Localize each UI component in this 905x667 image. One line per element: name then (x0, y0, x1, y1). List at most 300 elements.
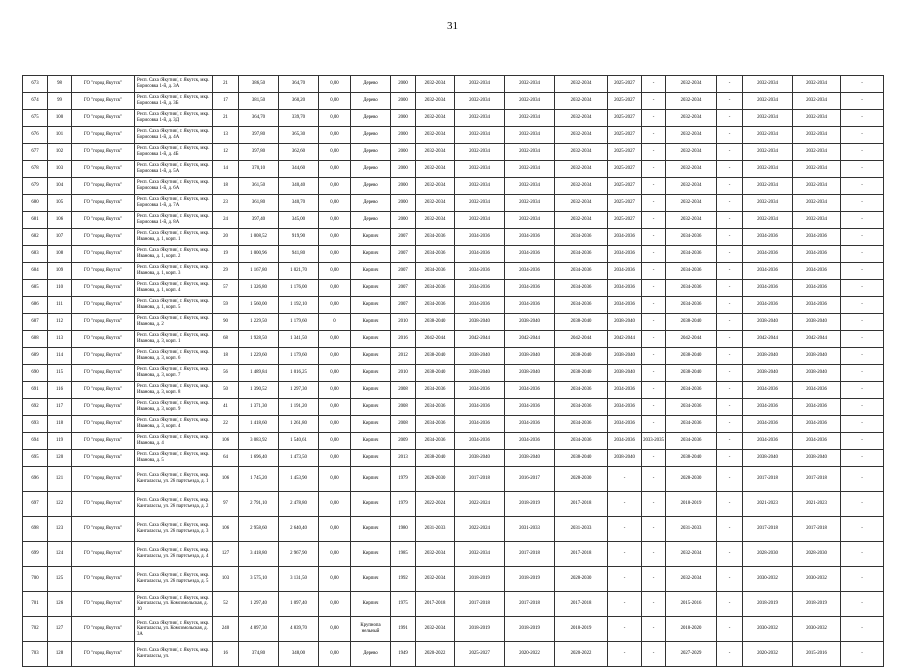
cell-apartments: 18 (213, 178, 239, 195)
cell-year-gas: 2034-2036 (608, 399, 642, 416)
cell-year-roof: 2028-2030 (666, 467, 717, 492)
cell-apartments: 97 (213, 492, 239, 517)
cell-apartments: 106 (213, 467, 239, 492)
cell-year-foundation: - (841, 76, 884, 93)
table-row (23, 542, 884, 567)
cell-nonresidential-area: 0,00 (319, 617, 351, 642)
cell-wall-material: Кирпич (351, 517, 391, 542)
cell-build-year: 2007 (391, 297, 416, 314)
cell-year-roof: 2034-2036 (666, 416, 717, 433)
cell-year-roof: 2034-2036 (666, 229, 717, 246)
cell-year-gas: 2025-2027 (608, 76, 642, 93)
table-row (23, 212, 884, 229)
cell-row-number: 677 (23, 144, 48, 161)
cell-total-area: 3 575,10 (239, 567, 279, 592)
cell-year-hot-water: 2034-2036 (505, 297, 555, 314)
cell-year-electric: 2038-2040 (416, 365, 455, 382)
cell-year-electric: 2038-2040 (416, 314, 455, 331)
cell-year-hot-water: 2017-2018 (505, 542, 555, 567)
cell-year-basement: 2030-2032 (743, 617, 793, 642)
cell-year-gas: 2034-2036 (608, 263, 642, 280)
cell-municipality: ГО "город Якутск" (72, 331, 135, 348)
table-row (23, 229, 884, 246)
cell-year-facade: 2034-2036 (793, 246, 841, 263)
cell-year-elevator: - (717, 592, 743, 617)
cell-year-gas: 2042-2044 (608, 331, 642, 348)
cell-year-cold-water: 2031-2033 (555, 517, 608, 542)
table-row (23, 567, 884, 592)
cell-living-area: 1 176,00 (279, 280, 319, 297)
cell-wall-material: Кирпич (351, 365, 391, 382)
cell-build-year: 2010 (391, 365, 416, 382)
cell-year-gas: 2025-2027 (608, 161, 642, 178)
cell-item-number: 118 (48, 416, 72, 433)
cell-year-facade: 2017-2018 (793, 517, 841, 542)
cell-year-basement: 2032-2034 (743, 144, 793, 161)
cell-year-roof: 2034-2036 (666, 399, 717, 416)
cell-year-gas: - (608, 467, 642, 492)
cell-year-heating: 2032-2034 (455, 161, 505, 178)
cell-year-hot-water: 2016-2017 (505, 467, 555, 492)
cell-apartments: 50 (213, 382, 239, 399)
cell-nonresidential-area: 0,00 (319, 348, 351, 365)
cell-year-foundation: - (841, 212, 884, 229)
cell-year-foundation: - (841, 567, 884, 592)
cell-year-electric: 2032-2034 (416, 161, 455, 178)
cell-municipality: ГО "город Якутск" (72, 212, 135, 229)
cell-year-heating: 2034-2036 (455, 263, 505, 280)
cell-year-sewerage: - (642, 382, 666, 399)
cell-year-foundation: - (841, 93, 884, 110)
cell-year-roof: 2038-2040 (666, 450, 717, 467)
cell-year-foundation: - (841, 617, 884, 642)
cell-build-year: 2008 (391, 399, 416, 416)
cell-total-area: 1 560,00 (239, 297, 279, 314)
cell-year-hot-water: 2034-2036 (505, 433, 555, 450)
cell-year-electric: 2032-2034 (416, 144, 455, 161)
cell-year-basement: 2034-2036 (743, 280, 793, 297)
cell-row-number: 679 (23, 178, 48, 195)
cell-year-cold-water: 2034-2036 (555, 399, 608, 416)
cell-apartments: 68 (213, 331, 239, 348)
cell-nonresidential-area: 0,00 (319, 93, 351, 110)
cell-year-heating: 2022-2024 (455, 517, 505, 542)
cell-municipality: ГО "город Якутск" (72, 263, 135, 280)
cell-year-cold-water: 2017-2018 (555, 542, 608, 567)
cell-total-area: 361,50 (239, 178, 279, 195)
cell-year-elevator: - (717, 229, 743, 246)
cell-municipality: ГО "город Якутск" (72, 567, 135, 592)
cell-item-number: 112 (48, 314, 72, 331)
cell-wall-material: Кирпич (351, 542, 391, 567)
cell-apartments: 57 (213, 280, 239, 297)
cell-address: Респ. Саха /Якутия/, г. Якутск, мкр. Иванова, д. 3, корп. 8 (135, 382, 213, 399)
cell-municipality: ГО "город Якутск" (72, 517, 135, 542)
cell-municipality: ГО "город Якутск" (72, 399, 135, 416)
cell-year-hot-water: 2017-2018 (505, 592, 555, 617)
cell-year-hot-water: 2018-2019 (505, 567, 555, 592)
cell-nonresidential-area: 0,00 (319, 365, 351, 382)
cell-item-number: 110 (48, 280, 72, 297)
cell-year-gas: 2034-2036 (608, 229, 642, 246)
table-row (23, 161, 884, 178)
cell-build-year: 2000 (391, 93, 416, 110)
cell-total-area: 2 958,60 (239, 517, 279, 542)
cell-municipality: ГО "город Якутск" (72, 542, 135, 567)
cell-row-number: 675 (23, 110, 48, 127)
cell-living-area: 1 473,50 (279, 450, 319, 467)
cell-apartments: 14 (213, 161, 239, 178)
cell-build-year: 2000 (391, 195, 416, 212)
cell-row-number: 673 (23, 76, 48, 93)
cell-living-area: 2 967,90 (279, 542, 319, 567)
cell-year-electric: 2034-2036 (416, 280, 455, 297)
cell-year-gas: 2025-2027 (608, 178, 642, 195)
cell-year-heating: 2042-2044 (455, 331, 505, 348)
cell-year-foundation: - (841, 433, 884, 450)
cell-row-number: 682 (23, 229, 48, 246)
cell-year-electric: 2034-2036 (416, 433, 455, 450)
cell-municipality: ГО "город Якутск" (72, 93, 135, 110)
table-row (23, 592, 884, 617)
cell-living-area: 919,90 (279, 229, 319, 246)
cell-year-elevator: - (717, 365, 743, 382)
cell-municipality: ГО "город Якутск" (72, 127, 135, 144)
table-row (23, 280, 884, 297)
cell-row-number: 686 (23, 297, 48, 314)
cell-year-hot-water: 2038-2040 (505, 450, 555, 467)
cell-year-heating: 2017-2018 (455, 592, 505, 617)
cell-year-roof: 2018-2019 (666, 492, 717, 517)
cell-year-hot-water: 2032-2034 (505, 76, 555, 93)
cell-item-number: 108 (48, 246, 72, 263)
cell-year-foundation: - (841, 542, 884, 567)
cell-municipality: ГО "город Якутск" (72, 314, 135, 331)
cell-apartments: 103 (213, 567, 239, 592)
cell-total-area: 1 745,20 (239, 467, 279, 492)
table-row (23, 348, 884, 365)
cell-year-foundation: - (841, 592, 884, 617)
cell-year-hot-water: 2034-2036 (505, 246, 555, 263)
cell-wall-material: Кирпич (351, 297, 391, 314)
cell-apartments: 18 (213, 348, 239, 365)
cell-total-area: 1 489,84 (239, 365, 279, 382)
cell-item-number: 107 (48, 229, 72, 246)
cell-year-heating: 2034-2036 (455, 433, 505, 450)
cell-address: Респ. Саха /Якутия/, г. Якутск, мкр. Кангаласcы, ул. (135, 642, 213, 667)
cell-year-gas: 2034-2036 (608, 433, 642, 450)
cell-build-year: 2000 (391, 76, 416, 93)
cell-row-number: 701 (23, 592, 48, 617)
cell-year-heating: 2018-2019 (455, 567, 505, 592)
cell-year-facade: 2032-2034 (793, 144, 841, 161)
cell-year-heating: 2018-2019 (455, 617, 505, 642)
cell-year-gas: 2038-2040 (608, 450, 642, 467)
cell-build-year: 2007 (391, 263, 416, 280)
cell-apartments: 21 (213, 76, 239, 93)
cell-year-basement: 2032-2034 (743, 93, 793, 110)
cell-item-number: 114 (48, 348, 72, 365)
cell-year-gas: 2025-2027 (608, 144, 642, 161)
cell-year-elevator: - (717, 280, 743, 297)
cell-total-area: 1 229,50 (239, 314, 279, 331)
cell-year-facade: 2028-2030 (793, 542, 841, 567)
cell-year-basement: 2034-2036 (743, 382, 793, 399)
cell-year-electric: 2017-2018 (416, 592, 455, 617)
cell-year-cold-water: 2032-2034 (555, 195, 608, 212)
cell-build-year: 2008 (391, 416, 416, 433)
cell-address: Респ. Саха /Якутия/, г. Якутск, мкр. Борисовка 1-й, д. 3Б (135, 93, 213, 110)
cell-living-area: 360,20 (279, 93, 319, 110)
cell-year-hot-water: 2032-2034 (505, 93, 555, 110)
cell-year-electric: 2034-2036 (416, 246, 455, 263)
cell-total-area: 1 390,52 (239, 382, 279, 399)
cell-year-foundation: - (841, 161, 884, 178)
table-row (23, 433, 884, 450)
table-row (23, 617, 884, 642)
cell-address: Респ. Саха /Якутия/, г. Якутск, мкр. Иванова, д. 5 (135, 450, 213, 467)
table-row (23, 195, 884, 212)
cell-year-basement: 2021-2023 (743, 492, 793, 517)
cell-year-basement: 2034-2036 (743, 229, 793, 246)
cell-year-elevator: - (717, 110, 743, 127)
cell-year-basement: 2017-2018 (743, 467, 793, 492)
cell-total-area: 4 897,30 (239, 617, 279, 642)
cell-year-electric: 2032-2034 (416, 212, 455, 229)
cell-nonresidential-area: 0,00 (319, 212, 351, 229)
cell-municipality: ГО "город Якутск" (72, 246, 135, 263)
table-row (23, 382, 884, 399)
cell-total-area: 381,50 (239, 93, 279, 110)
cell-address: Респ. Саха /Якутия/, г. Якутск, мкр. Иванова, д. 3, корп. 7 (135, 365, 213, 382)
cell-total-area: 2 791,10 (239, 492, 279, 517)
cell-living-area: 1 540,61 (279, 433, 319, 450)
cell-year-foundation: - (841, 399, 884, 416)
cell-nonresidential-area: 0,00 (319, 492, 351, 517)
cell-address: Респ. Саха /Якутия/, г. Якутск, мкр. Иванова, д. 3, корп. 6 (135, 348, 213, 365)
cell-year-facade: 2038-2040 (793, 348, 841, 365)
cell-year-hot-water: 2038-2040 (505, 365, 555, 382)
cell-year-roof: 2015-2016 (666, 592, 717, 617)
cell-wall-material: Кирпич (351, 246, 391, 263)
cell-year-facade: 2038-2040 (793, 450, 841, 467)
cell-wall-material: Кирпич (351, 331, 391, 348)
cell-year-elevator: - (717, 517, 743, 542)
cell-year-roof: 2027-2029 (666, 642, 717, 667)
cell-year-cold-water: 2032-2034 (555, 110, 608, 127)
cell-year-elevator: - (717, 76, 743, 93)
cell-nonresidential-area: 0,00 (319, 416, 351, 433)
cell-wall-material: Кирпич (351, 263, 391, 280)
cell-year-gas: 2038-2040 (608, 365, 642, 382)
cell-year-sewerage: 2033-2035 (642, 433, 666, 450)
cell-year-basement: 2032-2034 (743, 110, 793, 127)
cell-address: Респ. Саха /Якутия/, г. Якутск, мкр. Иванова, д. 3, корп. 1 (135, 331, 213, 348)
cell-year-sewerage: - (642, 467, 666, 492)
cell-nonresidential-area: 0 (319, 314, 351, 331)
cell-build-year: 2007 (391, 229, 416, 246)
cell-year-cold-water: 2038-2040 (555, 450, 608, 467)
cell-year-roof: 2042-2044 (666, 331, 717, 348)
cell-address: Респ. Саха /Якутия/, г. Якутск, мкр. Борисовка 1-й, д. 5А (135, 161, 213, 178)
cell-year-elevator: - (717, 297, 743, 314)
cell-living-area: 4 839,70 (279, 617, 319, 642)
cell-year-hot-water: 2038-2040 (505, 314, 555, 331)
cell-year-hot-water: 2042-2044 (505, 331, 555, 348)
cell-year-roof: 2034-2036 (666, 246, 717, 263)
cell-living-area: 1 341,50 (279, 331, 319, 348)
cell-year-electric: 2032-2034 (416, 76, 455, 93)
cell-year-cold-water: 2028-2030 (555, 567, 608, 592)
cell-year-facade: 2034-2036 (793, 297, 841, 314)
cell-nonresidential-area: 0,00 (319, 178, 351, 195)
cell-municipality: ГО "город Якутск" (72, 297, 135, 314)
cell-year-electric: 2034-2036 (416, 382, 455, 399)
cell-year-facade: 2015-2016 (793, 642, 841, 667)
cell-year-electric: 2034-2036 (416, 297, 455, 314)
cell-year-sewerage: - (642, 592, 666, 617)
cell-year-sewerage: - (642, 229, 666, 246)
cell-year-electric: 2032-2034 (416, 93, 455, 110)
cell-year-heating: 2032-2034 (455, 178, 505, 195)
cell-total-area: 1 928,50 (239, 331, 279, 348)
cell-total-area: 1 696,40 (239, 450, 279, 467)
cell-municipality: ГО "город Якутск" (72, 382, 135, 399)
cell-year-roof: 2034-2036 (666, 280, 717, 297)
cell-build-year: 1985 (391, 542, 416, 567)
cell-wall-material: Кирпич (351, 229, 391, 246)
cell-year-heating: 2038-2040 (455, 450, 505, 467)
cell-nonresidential-area: 0,00 (319, 246, 351, 263)
cell-year-elevator: - (717, 127, 743, 144)
cell-address: Респ. Саха /Якутия/, г. Якутск, мкр. Кангаласcы, ул. 26 партсъезда, д. 3 (135, 517, 213, 542)
cell-municipality: ГО "город Якутск" (72, 348, 135, 365)
cell-year-facade: 2032-2034 (793, 212, 841, 229)
cell-row-number: 690 (23, 365, 48, 382)
cell-address: Респ. Саха /Якутия/, г. Якутск, мкр. Борисовка 1-й, д. 8А (135, 212, 213, 229)
cell-nonresidential-area: 0,00 (319, 382, 351, 399)
cell-living-area: 941,80 (279, 246, 319, 263)
cell-total-area: 370,10 (239, 161, 279, 178)
cell-year-basement: 2032-2034 (743, 178, 793, 195)
cell-address: Респ. Саха /Якутия/, г. Якутск, мкр. Кангаласcы, ул. 26 партсъезда, д. 5 (135, 567, 213, 592)
cell-build-year: 1991 (391, 617, 416, 642)
cell-year-facade: 2032-2034 (793, 110, 841, 127)
cell-municipality: ГО "город Якутск" (72, 592, 135, 617)
cell-year-elevator: - (717, 382, 743, 399)
cell-year-hot-water: 2032-2034 (505, 178, 555, 195)
page-number: 31 (447, 20, 458, 32)
cell-build-year: 2000 (391, 110, 416, 127)
cell-year-basement: 2038-2040 (743, 314, 793, 331)
cell-year-electric: 2020-2022 (416, 642, 455, 667)
cell-row-number: 699 (23, 542, 48, 567)
cell-build-year: 1992 (391, 567, 416, 592)
cell-municipality: ГО "город Якутск" (72, 178, 135, 195)
cell-year-facade: 2034-2036 (793, 399, 841, 416)
cell-year-sewerage: - (642, 617, 666, 642)
cell-total-area: 361,80 (239, 195, 279, 212)
cell-year-heating: 2032-2034 (455, 93, 505, 110)
cell-year-basement: 2034-2036 (743, 246, 793, 263)
cell-year-elevator: - (717, 399, 743, 416)
cell-wall-material: Дерево (351, 212, 391, 229)
cell-year-cold-water: 2034-2036 (555, 297, 608, 314)
cell-year-hot-water: 2032-2034 (505, 110, 555, 127)
cell-year-electric: 2032-2034 (416, 127, 455, 144)
cell-year-basement: 2038-2040 (743, 450, 793, 467)
cell-year-cold-water: 2018-2019 (555, 617, 608, 642)
cell-year-elevator: - (717, 161, 743, 178)
cell-year-sewerage: - (642, 263, 666, 280)
cell-year-gas: 2034-2036 (608, 280, 642, 297)
cell-year-sewerage: - (642, 450, 666, 467)
cell-year-facade: 2030-2032 (793, 617, 841, 642)
cell-apartments: 22 (213, 416, 239, 433)
cell-living-area: 345,00 (279, 212, 319, 229)
cell-year-sewerage: - (642, 195, 666, 212)
cell-year-cold-water: 2032-2034 (555, 93, 608, 110)
cell-year-foundation: - (841, 280, 884, 297)
cell-total-area: 397,80 (239, 144, 279, 161)
cell-year-elevator: - (717, 178, 743, 195)
cell-year-electric: 2034-2036 (416, 416, 455, 433)
cell-total-area: 364,70 (239, 110, 279, 127)
cell-year-basement: 2034-2036 (743, 433, 793, 450)
cell-year-sewerage: - (642, 517, 666, 542)
cell-living-area: 1 016,25 (279, 365, 319, 382)
cell-nonresidential-area: 0,00 (319, 297, 351, 314)
cell-year-hot-water: 2032-2034 (505, 161, 555, 178)
cell-year-hot-water: 2038-2040 (505, 348, 555, 365)
cell-address: Респ. Саха /Якутия/, г. Якутск, мкр. Иванова, д. 4 (135, 433, 213, 450)
cell-year-facade: 2032-2034 (793, 195, 841, 212)
cell-build-year: 1975 (391, 592, 416, 617)
cell-year-hot-water: 2034-2036 (505, 229, 555, 246)
cell-year-cold-water: 2038-2040 (555, 348, 608, 365)
cell-item-number: 101 (48, 127, 72, 144)
cell-wall-material: Кирпич (351, 314, 391, 331)
cell-item-number: 120 (48, 450, 72, 467)
cell-item-number: 123 (48, 517, 72, 542)
cell-living-area: 340,70 (279, 195, 319, 212)
cell-year-gas: - (608, 542, 642, 567)
cell-year-heating: 2034-2036 (455, 229, 505, 246)
cell-living-area: 365,30 (279, 127, 319, 144)
cell-year-sewerage: - (642, 492, 666, 517)
table-row (23, 399, 884, 416)
cell-item-number: 109 (48, 263, 72, 280)
cell-municipality: ГО "город Якутск" (72, 450, 135, 467)
table-row (23, 297, 884, 314)
cell-year-sewerage: - (642, 76, 666, 93)
cell-apartments: 13 (213, 127, 239, 144)
cell-year-heating: 2034-2036 (455, 280, 505, 297)
cell-year-facade: 2038-2040 (793, 314, 841, 331)
cell-year-cold-water: 2032-2034 (555, 212, 608, 229)
cell-year-basement: 2030-2032 (743, 567, 793, 592)
cell-year-elevator: - (717, 542, 743, 567)
cell-year-elevator: - (717, 348, 743, 365)
cell-nonresidential-area: 0,00 (319, 161, 351, 178)
cell-year-hot-water: 2032-2034 (505, 212, 555, 229)
cell-year-facade: 2032-2034 (793, 178, 841, 195)
cell-living-area: 364,70 (279, 76, 319, 93)
cell-year-basement: 2034-2036 (743, 399, 793, 416)
cell-item-number: 99 (48, 93, 72, 110)
cell-nonresidential-area: 0,00 (319, 567, 351, 592)
cell-year-facade: 2017-2018 (793, 467, 841, 492)
